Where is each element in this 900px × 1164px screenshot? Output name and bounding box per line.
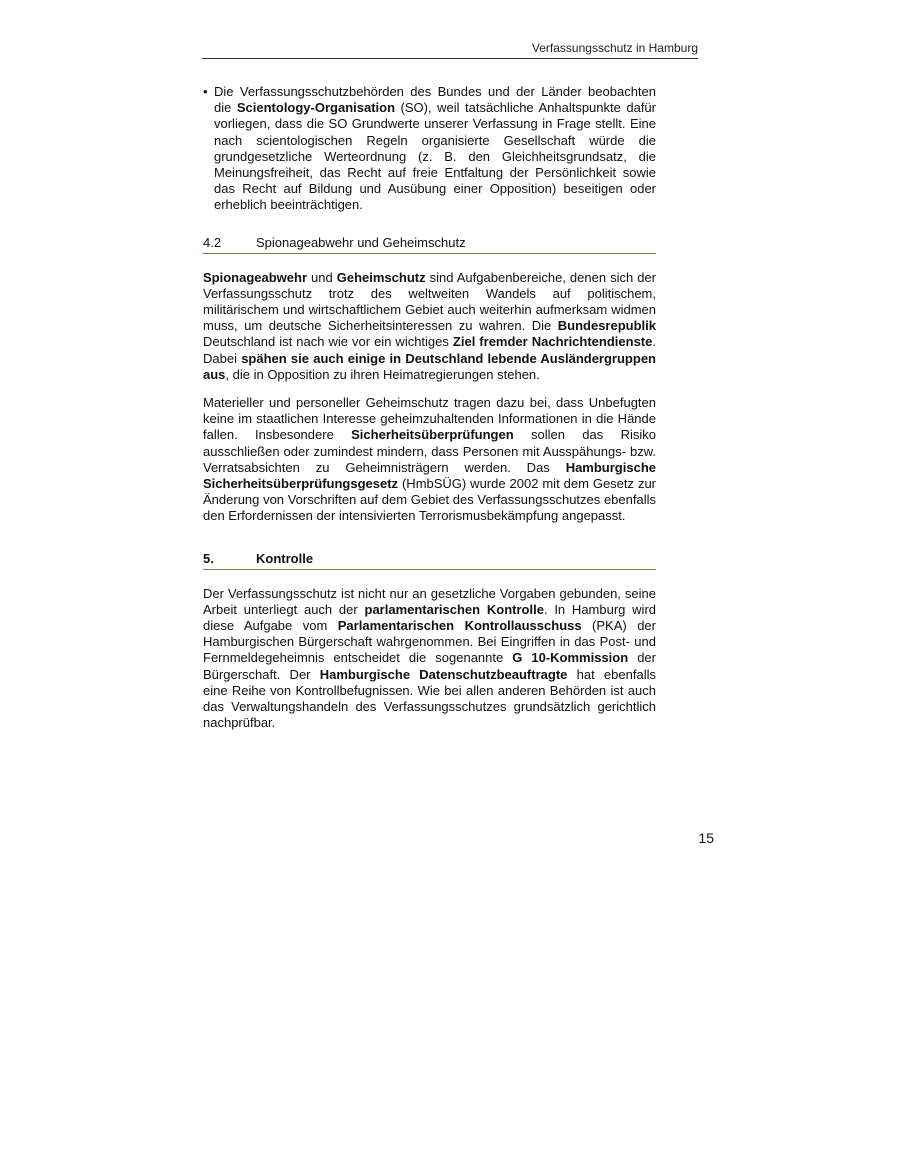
scientology-paragraph: Die Verfassungsschutzbehörden des Bundes und der Länder beobachten die Scientology-Organisation (SO), weil tatsächliche Anhaltspunkte dafür vorliegen, dass die SO Grundwerte unserer Verfassung in Frage stellt. Eine nach scientologischen Regeln organisierte Gesellschaft würde die grundgesetzliche Werteordnung (z. B. den Gleichheitsgrundsatz, die Meinungsfreiheit, das Recht auf freie Entfaltung der Persönlichkeit sowie das Recht auf Bildung und Ausübung einer Opposition) beseitigen oder erheblich beeinträchtigen.: [214, 84, 656, 213]
heading-4-2-title: Spionageabwehr und Geheimschutz: [256, 234, 466, 250]
scientology-bullet: [203, 84, 656, 214]
running-header: Verfassungsschutz in Hamburg: [202, 41, 698, 59]
geheimschutz-paragraph: Materieller und personeller Geheimschutz tragen dazu bei, dass Unbefugten keine im staatlichen Interesse geheimzuhaltenden Informationen in die Hände fallen. Insbesondere Sicherheitsüberprüfungen sollen das Risiko ausschließen oder zumindest mindern, dass Personen mit Ausspähungs- bzw. Verratsabsichten zu Geheimnisträgern werden. Das Hamburgische Sicherheitsüberprüfungsgesetz (HmbSÜG) wurde 2002 mit dem Gesetz zur Änderung von Vorschriften auf dem Gebiet des Verfassungsschutzes ebenfalls den Erfordernissen der intensivierten Terrorismusbekämpfung angepasst.: [203, 395, 656, 524]
page-number: 15: [698, 830, 714, 846]
spionageabwehr-paragraph: Spionageabwehr und Geheimschutz sind Aufgabenbereiche, denen sich der Verfassungsschutz trotz des weltweiten Wandels auf politischem, militärischem und wirtschaftlichem Gebiet auch weiterhin aufmerksam widmen muss, um deutsche Sicherheitsinteressen zu wahren. Die Bundesrepublik Deutschland ist nach wie vor ein wichtiges Ziel fremder Nachrichtendienste. Dabei spähen sie auch einige in Deutschland lebende Ausländergruppen aus, die in Opposition zu ihren Heimatregierungen stehen.: [203, 269, 656, 382]
heading-4-2: [203, 235, 656, 254]
heading-5-title: Kontrolle: [256, 550, 314, 566]
bullet-dot: •: [203, 84, 208, 99]
heading-4-2-number: 4.2: [203, 234, 222, 250]
kontrolle-paragraph: Der Verfassungsschutz ist nicht nur an gesetzliche Vorgaben gebunden, seine Arbeit unterliegt auch der parlamentarischen Kontrolle. In Hamburg wird diese Aufgabe vom Parlamentarischen Kontrollausschuss (PKA) der Hamburgischen Bürgerschaft wahrgenommen. Bei Eingriffen in das Post- und Fernmeldegeheimnis entscheidet die sogenannte G 10-Kommission der Bürgerschaft. Der Hamburgische Datenschutzbeauftragte hat ebenfalls eine Reihe von Kontrollbefugnissen. Wie bei allen anderen Behörden ist auch das Verwaltungshandeln des Verfassungsschutzes grundsätzlich gerichtlich nachprüfbar.: [203, 585, 656, 731]
bold-scientology-organisation: Scientology-Organisation: [236, 100, 396, 116]
heading-5: [203, 551, 656, 570]
heading-5-number: 5.: [203, 550, 214, 566]
page-content: [203, 84, 656, 732]
